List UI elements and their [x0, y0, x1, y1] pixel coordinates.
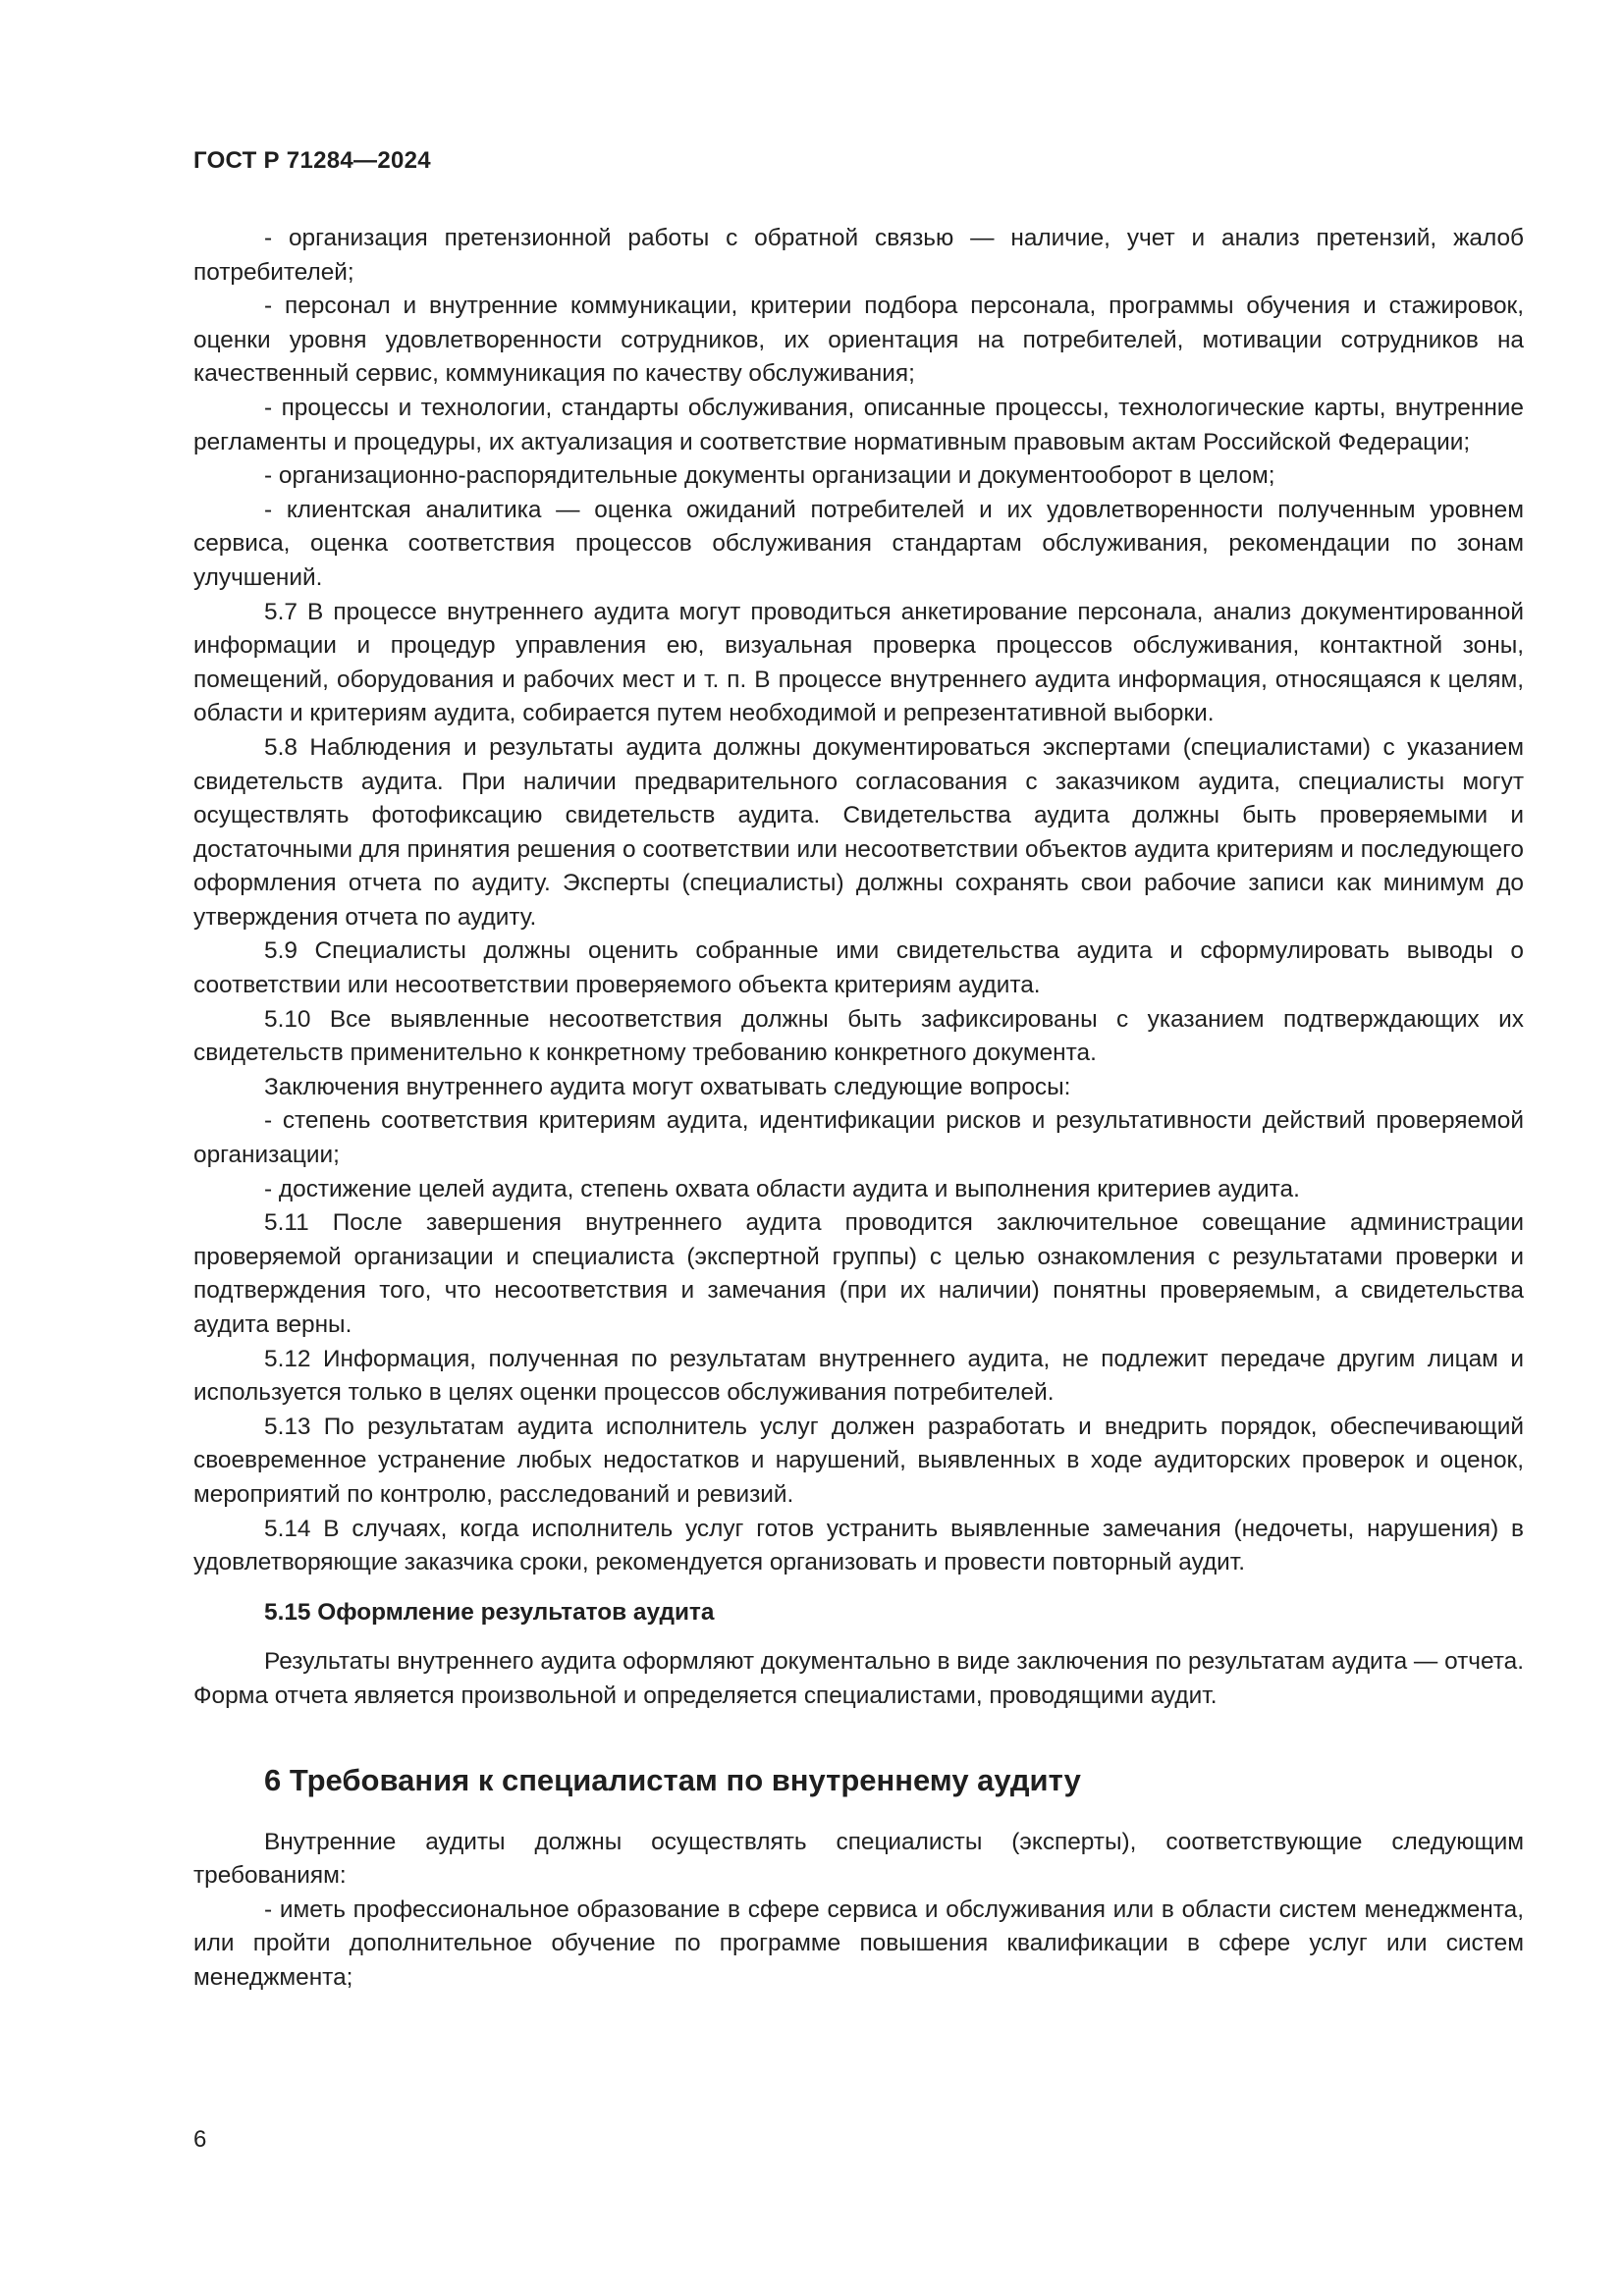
page-number: 6 [193, 2126, 207, 2153]
list-item-goals: - достижение целей аудита, степень охвата области аудита и выполнения критериев аудита. [264, 1175, 1300, 1202]
clause-5-8: 5.8 Наблюдения и результаты аудита должны документироваться экспертами (специалистами) с указанием свидетельств аудита. При наличии предварительного согласования с заказчиком аудита, специалисты могут осуществлять фотофиксацию свидетельств аудита. Свидетельства аудита должны быть проверяемыми и достаточными для принятия решения о соответствии или несоответствии объектов аудита критериям и последующего оформления отчета по аудиту. Эксперты (специалисты) должны сохранять свои рабочие записи как минимум до утверждения отчета по аудиту. [193, 733, 1524, 931]
list-item-complaints: - организация претензионной работы с обратной связью — наличие, учет и анализ претензий, жалоб потребителей; [193, 225, 1524, 286]
clause-5-12: 5.12 Информация, полученная по результатам внутреннего аудита, не подлежит передаче другим лицам и используется только в целях оценки процессов обслуживания потребителей. [193, 1345, 1524, 1407]
clause-5-13: 5.13 По результатам аудита исполнитель услуг должен разработать и внедрить порядок, обеспечивающий своевременное устранение любых недостатков и нарушений, выявленных в ходе аудиторских проверок и оценок, мероприятий по контролю, расследований и ревизий. [193, 1413, 1524, 1508]
clause-5-7: 5.7 В процессе внутреннего аудита могут проводиться анкетирование персонала, анализ документированной информации и процедур управления ею, визуальная проверка процессов обслуживания, контактной зоны, помещений, оборудования и рабочих мест и т. п. В процессе внутреннего аудита информация, относящаяся к целям, области и критериям аудита, собирается путем необходимой и репрезентативной выборки. [193, 598, 1524, 727]
section-6-intro: Внутренние аудиты должны осуществлять специалисты (эксперты), соответствующие следующим требованиям: [193, 1828, 1524, 1890]
subheading-5-15: 5.15 Оформление результатов аудита [264, 1598, 715, 1626]
conclusions-intro: Заключения внутреннего аудита могут охватывать следующие вопросы: [264, 1073, 1071, 1100]
section-6-title: 6 Требования к специалистам по внутреннему аудиту [264, 1762, 1081, 1797]
document-code-header: ГОСТ Р 71284—2024 [193, 147, 431, 174]
list-item-documents: - организационно-распорядительные документы организации и документооборот в целом; [264, 462, 1275, 490]
document-body [193, 222, 1524, 1996]
list-item-compliance: - степень соответствия критериям аудита, идентификации рисков и результативности действий проверяемой организации; [193, 1107, 1524, 1169]
clause-5-15-text: Результаты внутреннего аудита оформляют документально в виде заключения по результатам аудита — отчета. Форма отчета является произвольной и определяется специалистами, проводящими аудит. [193, 1648, 1524, 1709]
clause-5-10: 5.10 Все выявленные несоответствия должны быть зафиксированы с указанием подтверждающих их свидетельств применительно к конкретному требованию конкретного документа. [193, 1005, 1524, 1067]
list-item-analytics: - клиентская аналитика — оценка ожиданий потребителей и их удовлетворенности полученным уровнем сервиса, оценка соответствия процессов обслуживания стандартам обслуживания, рекомендации по зонам улучшений. [193, 496, 1524, 591]
clause-5-14: 5.14 В случаях, когда исполнитель услуг готов устранить выявленные замечания (недочеты, нарушения) в удовлетворяющие заказчика сроки, рекомендуется организовать и провести повторный аудит. [193, 1515, 1524, 1576]
list-item-personnel: - персонал и внутренние коммуникации, критерии подбора персонала, программы обучения и стажировок, оценки уровня удовлетворенности сотрудников, их ориентация на потребителей, мотивации сотрудников на качественный сервис, коммуникация по качеству обслуживания; [193, 293, 1524, 388]
list-item-education: - иметь профессиональное образование в сфере сервиса и обслуживания или в области систем менеджмента, или пройти дополнительное обучение по программе повышения квалификации в сфере услуг или систем менеджмента; [193, 1896, 1524, 1991]
list-item-processes: - процессы и технологии, стандарты обслуживания, описанные процессы, технологические карты, внутренние регламенты и процедуры, их актуализация и соответствие нормативным правовым актам Российской Федерации; [193, 394, 1524, 455]
clause-5-11: 5.11 После завершения внутреннего аудита проводится заключительное совещание администрации проверяемой организации и специалиста (экспертной группы) с целью ознакомления с результатами проверки и подтверждения того, что несоответствия и замечания (при их наличии) понятны проверяемым, а свидетельства аудита верны. [193, 1209, 1524, 1338]
clause-5-9: 5.9 Специалисты должны оценить собранные ими свидетельства аудита и сформулировать выводы о соответствии или несоответствии проверяемого объекта критериям аудита. [193, 937, 1524, 999]
